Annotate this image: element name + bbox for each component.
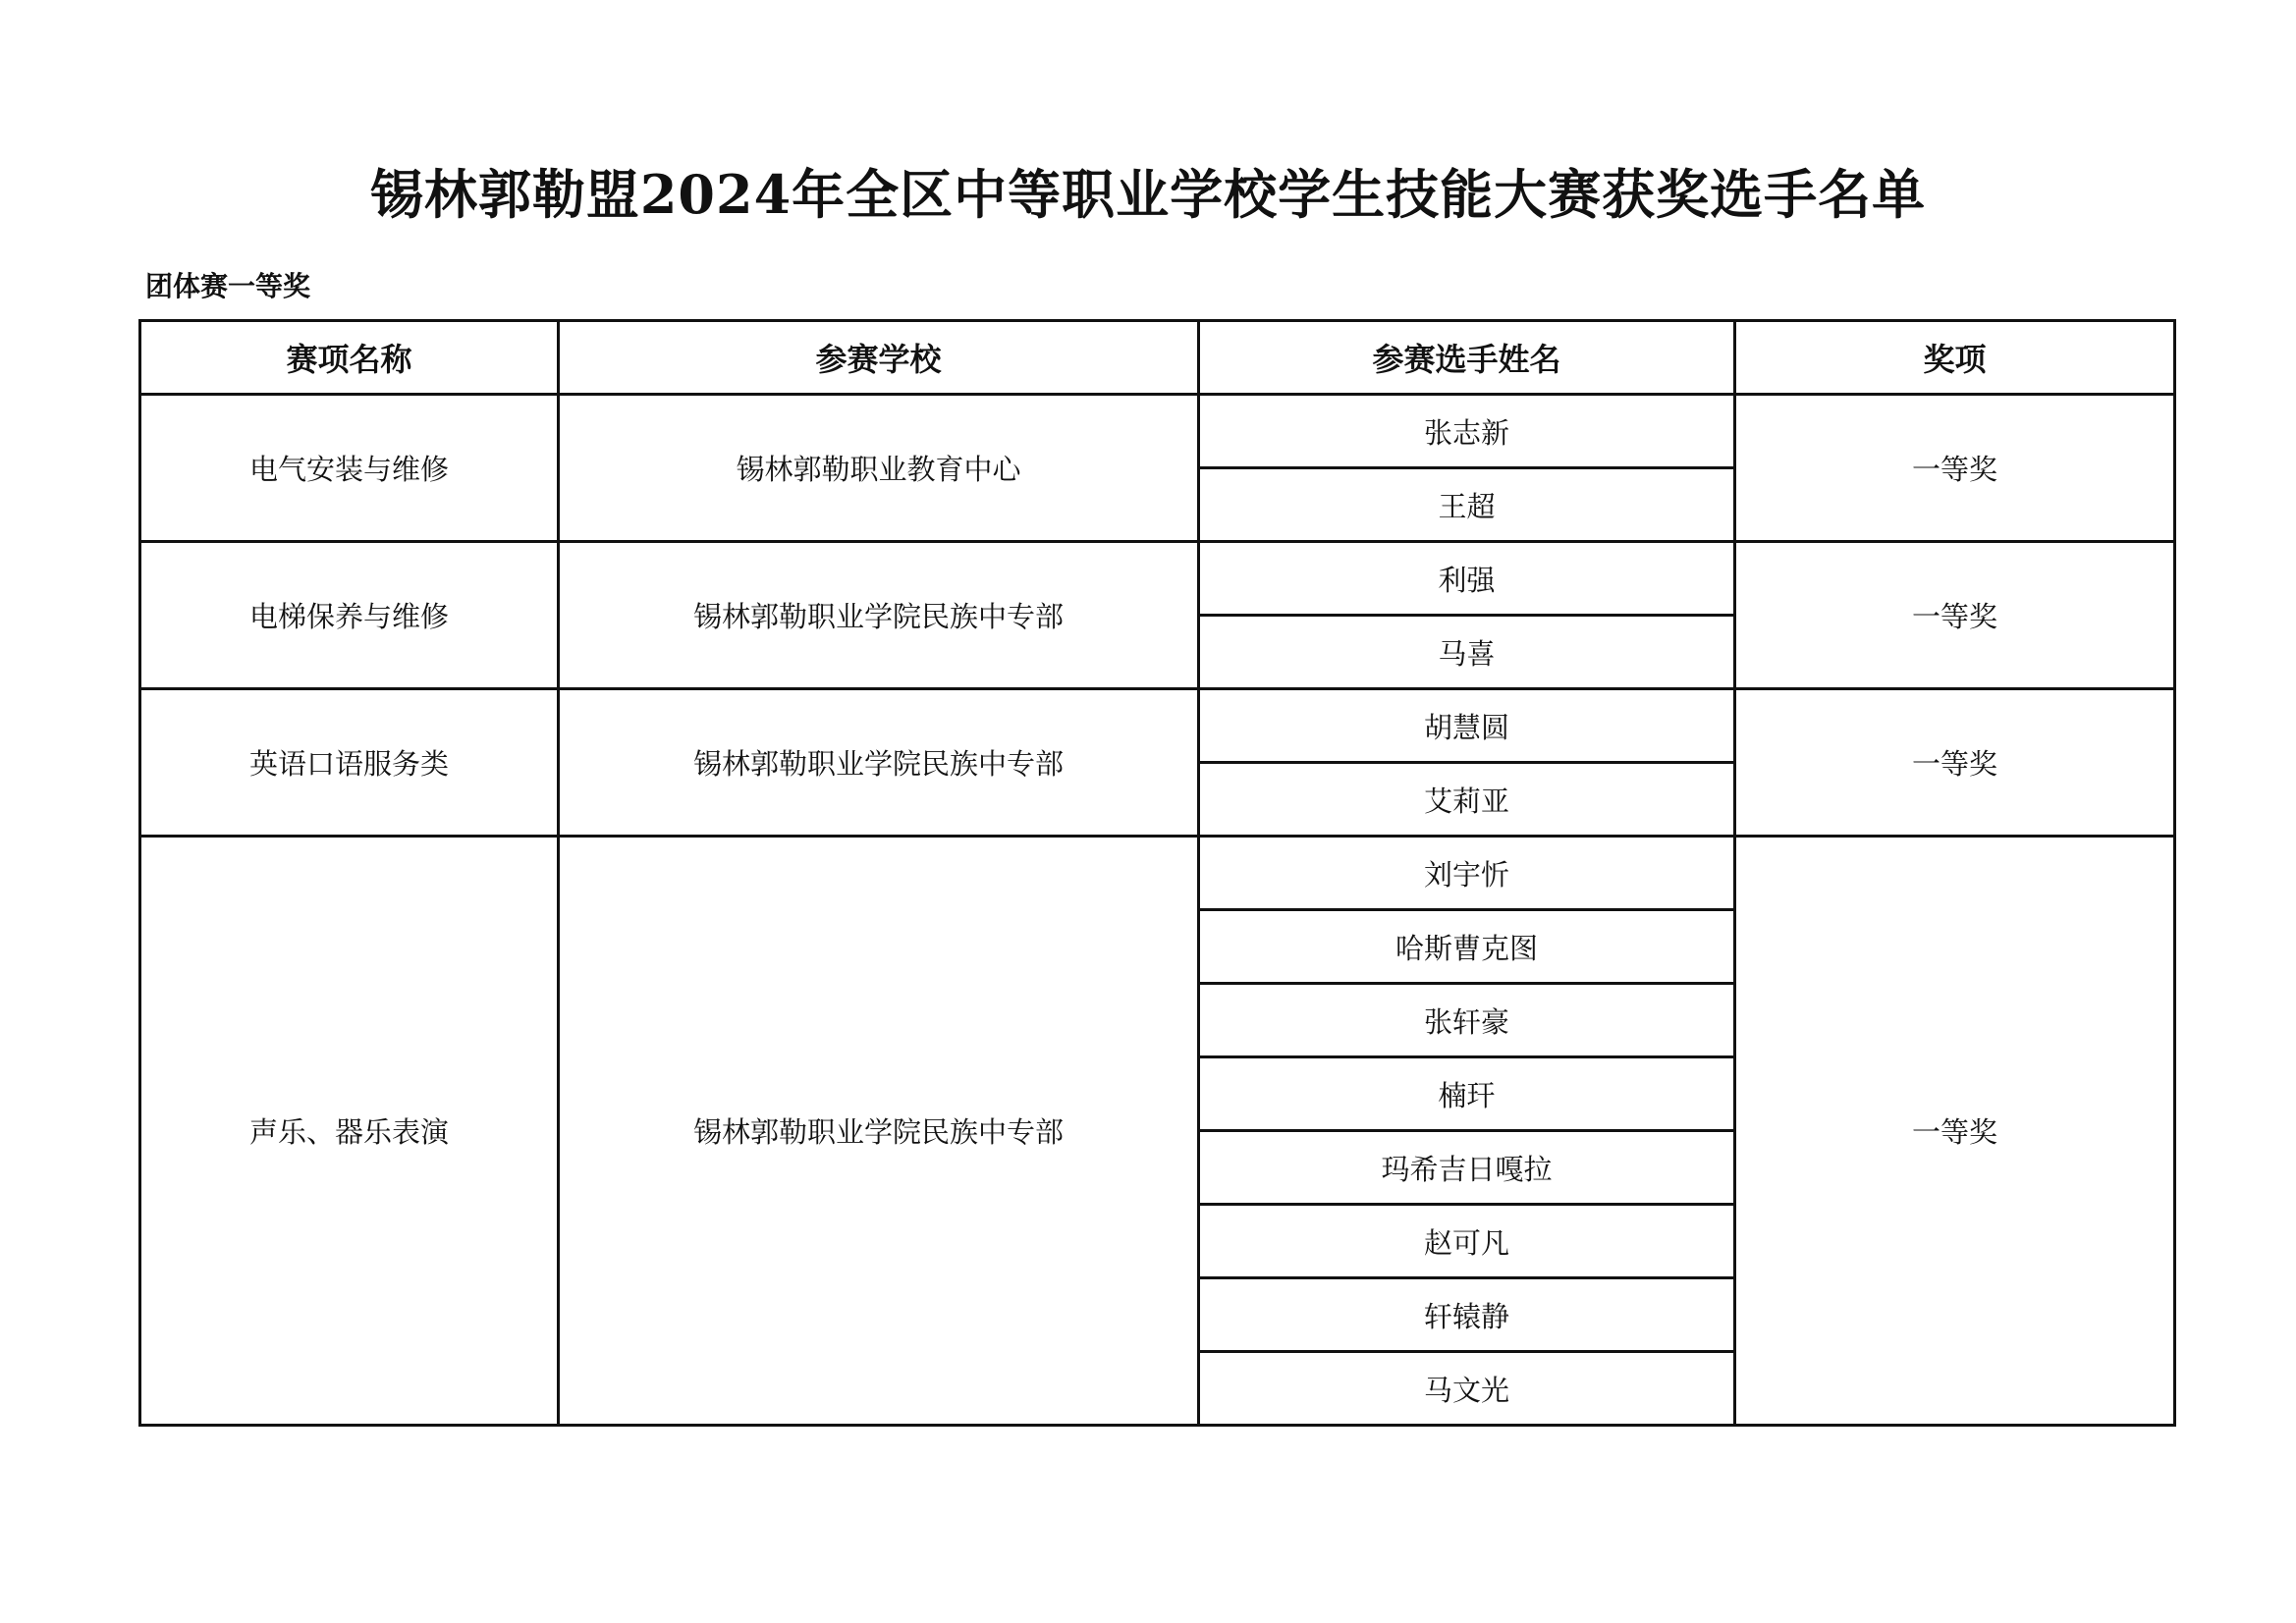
contestant-cell: 王超 [1199, 468, 1735, 542]
school-cell: 锡林郭勒职业学院民族中专部 [559, 689, 1199, 837]
contestant-cell: 马喜 [1199, 616, 1735, 689]
contestant-cell: 轩辕静 [1199, 1278, 1735, 1352]
header-award: 奖项 [1735, 321, 2175, 395]
event-cell: 电梯保养与维修 [140, 542, 559, 689]
contestant-cell: 艾莉亚 [1199, 763, 1735, 837]
contestant-cell: 玛希吉日嘎拉 [1199, 1131, 1735, 1205]
page-title: 锡林郭勒盟2024年全区中等职业学校学生技能大赛获奖选手名单 [369, 163, 1927, 226]
contestant-cell: 利强 [1199, 542, 1735, 616]
school-cell: 锡林郭勒职业学院民族中专部 [559, 542, 1199, 689]
event-cell: 声乐、器乐表演 [140, 837, 559, 1426]
school-cell: 锡林郭勒职业学院民族中专部 [559, 837, 1199, 1426]
event-cell: 电气安装与维修 [140, 395, 559, 542]
award-cell: 一等奖 [1735, 689, 2175, 837]
school-cell: 锡林郭勒职业教育中心 [559, 395, 1199, 542]
award-cell: 一等奖 [1735, 395, 2175, 542]
event-cell: 英语口语服务类 [140, 689, 559, 837]
table-row [140, 395, 2175, 468]
table-header-row [140, 321, 2175, 395]
section-label: 团体赛一等奖 [145, 270, 311, 302]
table-row [140, 689, 2175, 763]
award-cell: 一等奖 [1735, 542, 2175, 689]
contestant-cell: 刘宇忻 [1199, 837, 1735, 910]
contestant-cell: 张志新 [1199, 395, 1735, 468]
header-event: 赛项名称 [140, 321, 559, 395]
contestant-cell: 哈斯曹克图 [1199, 910, 1735, 984]
award-cell: 一等奖 [1735, 837, 2175, 1426]
award-table [138, 319, 2176, 1427]
header-school: 参赛学校 [559, 321, 1199, 395]
contestant-cell: 张轩豪 [1199, 984, 1735, 1057]
contestant-cell: 胡慧圆 [1199, 689, 1735, 763]
table-row [140, 542, 2175, 616]
contestant-cell: 马文光 [1199, 1352, 1735, 1426]
contestant-cell: 赵可凡 [1199, 1205, 1735, 1278]
contestant-cell: 楠玕 [1199, 1057, 1735, 1131]
table-row [140, 837, 2175, 910]
header-contestants: 参赛选手姓名 [1199, 321, 1735, 395]
